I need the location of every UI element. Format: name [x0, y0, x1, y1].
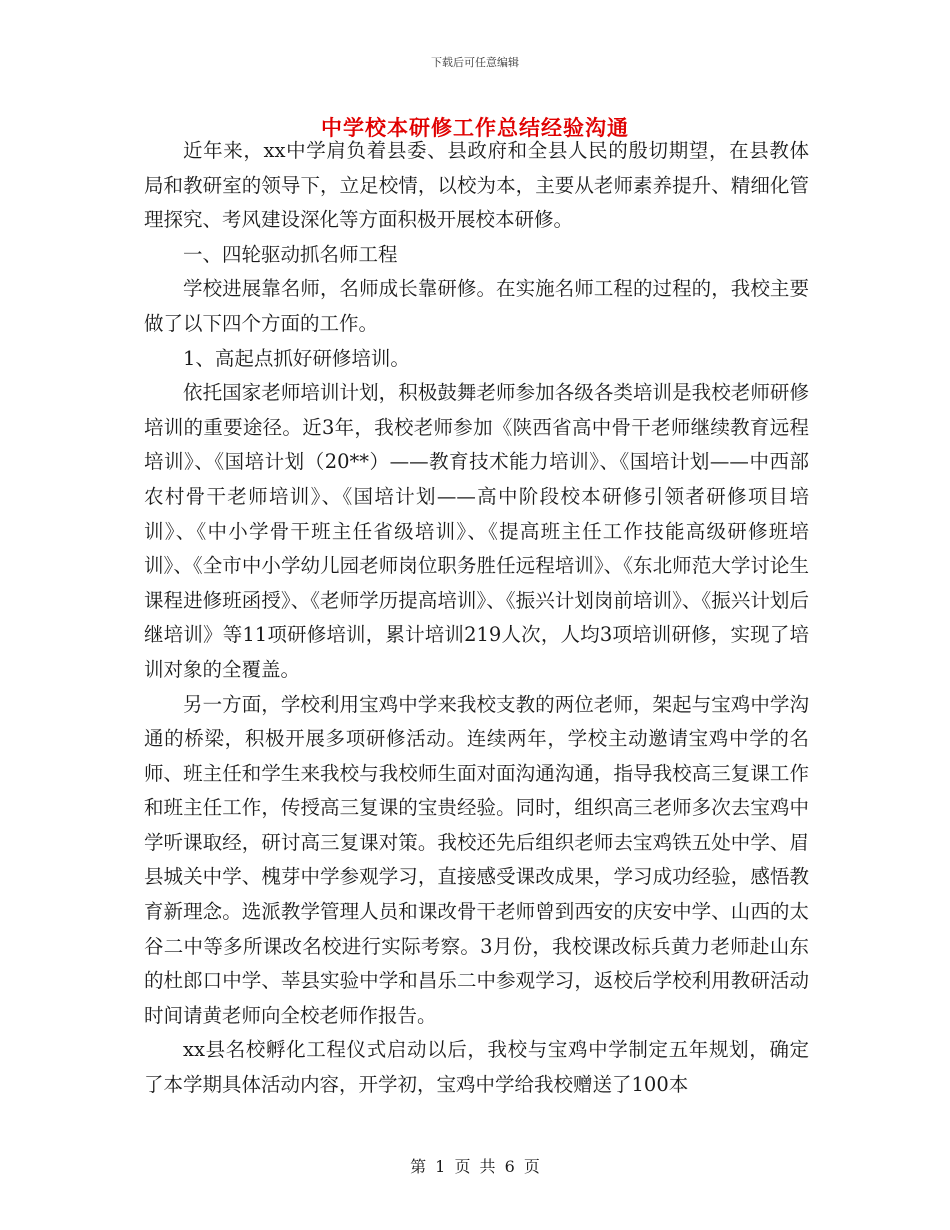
document-title: 中学校本研修工作总结经验沟通: [321, 115, 629, 140]
paragraph-incubation: xx县名校孵化工程仪式启动以后，我校与宝鸡中学制定五年规划，确定了本学期具体活动内容，开学初，宝鸡中学给我校赠送了100本: [144, 1038, 809, 1097]
paragraph-baoji-exchange: 另一方面，学校利用宝鸡中学来我校支教的两位老师，架起与宝鸡中学沟通的桥梁，积极开展多项研修活动。连续两年，学校主动邀请宝鸡中学的名师、班主任和学生来我校与我校师生面对面沟通沟通，指导我校高三复课工作和班主任工作，传授高三复课的宝贵经验。同时，组织高三老师多次去宝鸡中学听课取经，研讨高三复课对策。我校还先后组织老师去宝鸡铁五处中学、眉县城关中学、槐芽中学参观学习，直接感受课改成果，学习成功经验，感悟教育新理念。选派教学管理人员和课改骨干老师曾到西安的庆安中学、山西的太谷二中等多所课改名校进行实际考察。3月份，我校课改标兵黄力老师赴山东的杜郎口中学、莘县实验中学和昌乐二中参观学习，返校后学校利用教研活动时间请黄老师向全校老师作报告。: [144, 692, 809, 1027]
page-number-footer: 第 1 页 共 6 页: [410, 1157, 540, 1176]
paragraph-intro: 近年来，xx中学肩负着县委、县政府和全县人民的殷切期望，在县教体局和教研室的领导下，立足校情，以校为本，主要从老师素养提升、精细化管理探究、考风建设深化等方面积极开展校本研修。: [144, 139, 809, 232]
page-header-note: 下载后可任意编辑: [431, 56, 519, 69]
paragraph-training: 依托国家老师培训计划，积极鼓舞老师参加各级各类培训是我校老师研修培训的重要途径。近3年，我校老师参加《陕西省高中骨干老师继续教育远程培训》、《国培计划（20**）——教育技术能力培训》、《国培计划——中西部农村骨干老师培训》、《国培计划——高中阶段校本研修引领者研修项目培训》、《中小学骨干班主任省级培训》、《提高班主任工作技能高级研修班培训》、《全市中小学幼儿园老师岗位职务胜任远程培训》、《东北师范大学讨论生课程进修班函授》、《老师学历提高培训》、《振兴计划岗前培训》、《振兴计划后继培训》等11项研修培训，累计培训219人次，人均3项培训研修，实现了培训对象的全覆盖。: [144, 381, 809, 681]
document-body: [144, 134, 809, 1103]
paragraph-famous-teacher: 学校进展靠名师，名师成长靠研修。在实施名师工程的过程的，我校主要做了以下四个方面的工作。: [144, 277, 809, 335]
subsection-heading-1: 1、高起点抓好研修培训。: [183, 346, 410, 370]
section-heading-1: 一、四轮驱动抓名师工程: [183, 242, 398, 266]
